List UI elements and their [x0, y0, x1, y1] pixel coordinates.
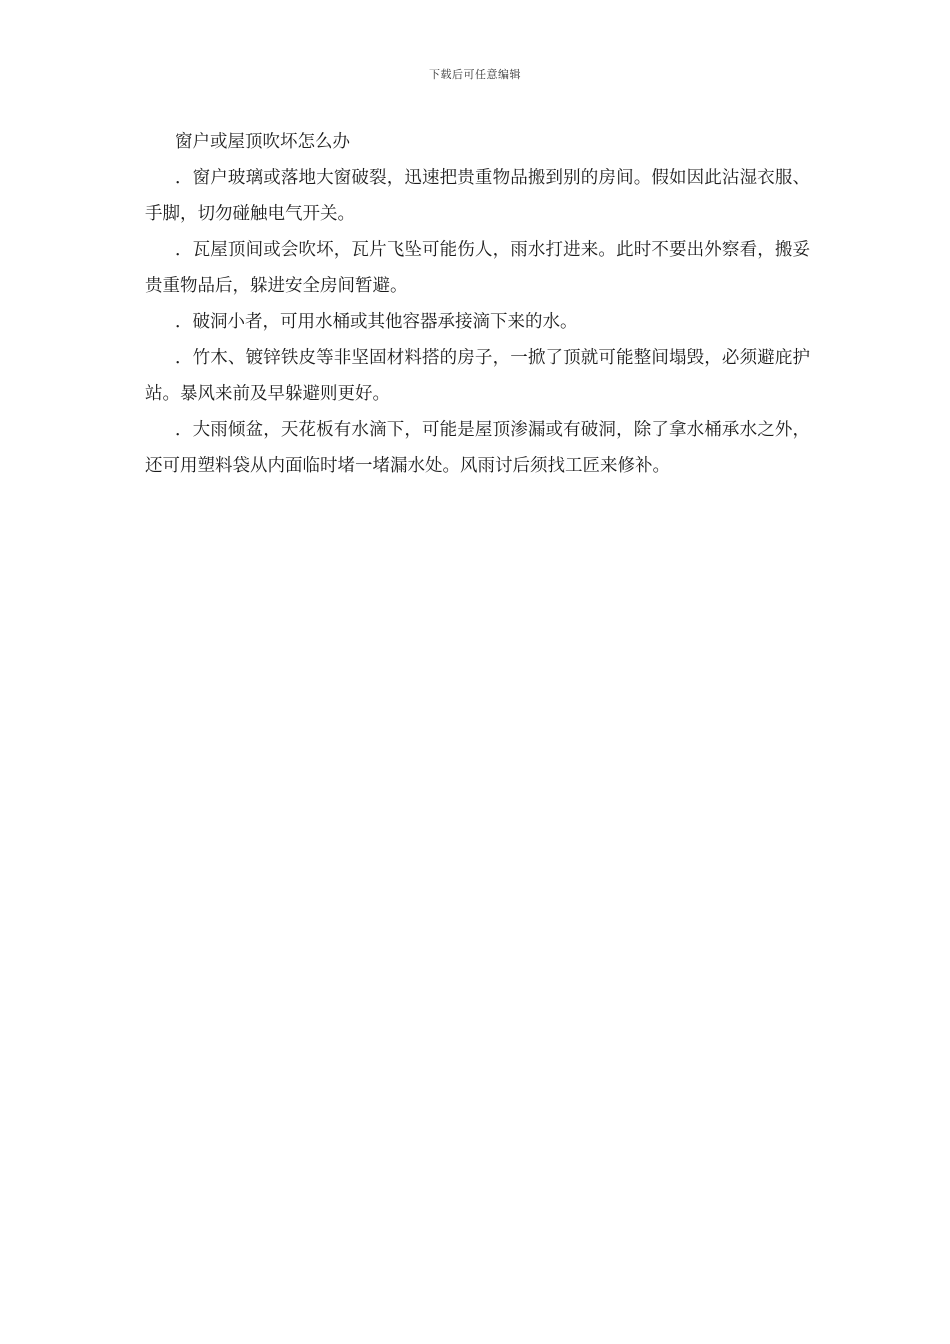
paragraph-5: ．大雨倾盆，天花板有水滴下，可能是屋顶渗漏或有破洞，除了拿水桶承水之外，还可用塑料袋从内面临时堵一堵漏水处。风雨讨后须找工匠来修补。 [145, 420, 810, 476]
paragraph-3: ．破洞小者，可用水桶或其他容器承接滴下来的水。 [175, 312, 578, 332]
document-title: 窗户或屋顶吹坏怎么办 [175, 132, 350, 152]
header-note: 下载后可任意编辑 [429, 68, 521, 81]
paragraph-2: ．瓦屋顶间或会吹坏，瓦片飞坠可能伤人，雨水打进来。此时不要出外察看，搬妥贵重物品后，躲进安全房间暂避。 [145, 240, 810, 296]
paragraph-4: ．竹木、镀锌铁皮等非坚固材料搭的房子，一掀了顶就可能整间塌毁，必须避庇护站。暴风来前及早躲避则更好。 [145, 348, 810, 404]
paragraph-1: ．窗户玻璃或落地大窗破裂，迅速把贵重物品搬到别的房间。假如因此沾湿衣服、手脚，切勿碰触电气开关。 [145, 168, 810, 224]
document-body [145, 124, 810, 484]
